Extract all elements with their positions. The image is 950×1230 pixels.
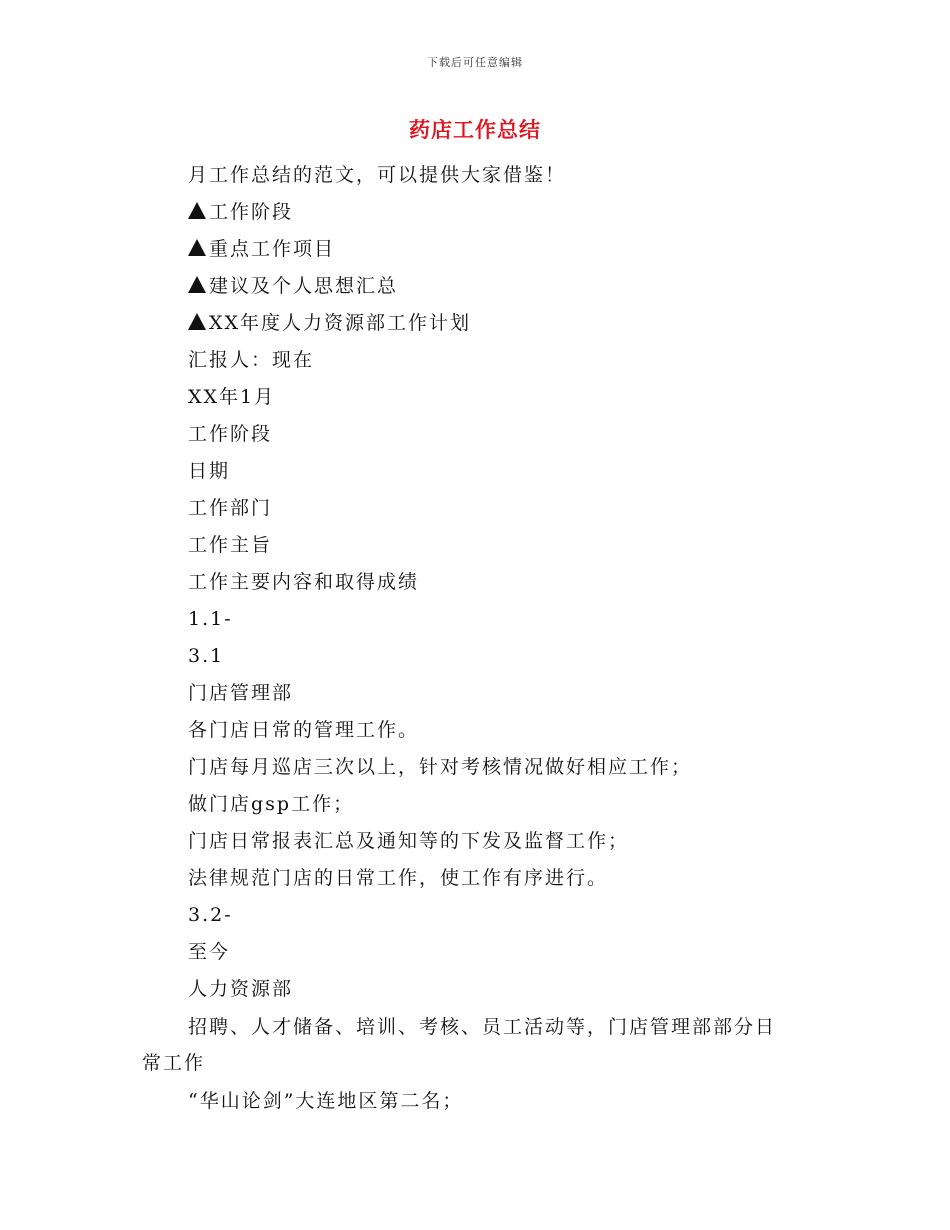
bullet-item [188, 199, 293, 225]
document-title: 药店工作总结 [409, 117, 541, 142]
body-line [188, 421, 272, 447]
line-text: 各门店日常的管理工作。 [188, 719, 420, 741]
body-line [188, 717, 419, 743]
bullet-item [188, 273, 398, 299]
line-text: 人力资源部 [188, 978, 294, 1000]
body-line [188, 384, 275, 410]
body-line [188, 495, 272, 521]
page-header-note: 下载后可任意编辑 [427, 56, 523, 69]
line-text: 工作阶段 [209, 201, 294, 223]
body-line [188, 976, 293, 1002]
body-line [188, 458, 230, 484]
line-text: 门店管理部 [188, 682, 294, 704]
body-line [188, 902, 233, 928]
line-text: 日期 [188, 460, 231, 482]
line-text: 重点工作项目 [209, 238, 336, 260]
body-line [188, 791, 354, 817]
line-text: 门店日常报表汇总及通知等的下发及监督工作； [188, 830, 630, 852]
triangle-bullet-icon [188, 239, 206, 256]
line-text: 至今 [188, 941, 231, 963]
line-text: 工作部门 [188, 497, 273, 519]
line-text: 法律规范门店的日常工作，使工作有序进行。 [188, 867, 609, 889]
line-text: 月工作总结的范文，可以提供大家借鉴！ [188, 164, 567, 186]
triangle-bullet-icon [188, 202, 206, 219]
body-line [188, 532, 272, 558]
line-text: 3.1 [188, 645, 225, 667]
line-text: 建议及个人思想汇总 [209, 275, 399, 297]
line-text: XX年度人力资源部工作计划 [209, 312, 472, 334]
body-line [188, 347, 314, 373]
bullet-item [188, 310, 471, 336]
body-line [188, 828, 629, 854]
line-text: 1.1- [188, 608, 233, 630]
triangle-bullet-icon [188, 276, 206, 293]
triangle-bullet-icon [188, 313, 206, 330]
line-text: 工作主旨 [188, 534, 273, 556]
paragraph-line: “华山论剑”大连地区第二名； [188, 1090, 464, 1112]
paragraph-continuation: 常工作 [142, 1052, 206, 1074]
paragraph-line: 招聘、人才储备、培训、考核、员工活动等，门店管理部部分日 [188, 1016, 777, 1038]
line-text: 工作主要内容和取得成绩 [188, 571, 420, 593]
line-text: 做门店gsp工作； [188, 793, 355, 815]
body-line [188, 569, 419, 595]
line-text: 3.2- [188, 904, 233, 926]
line-text: XX年1月 [188, 386, 276, 408]
body-line [188, 754, 692, 780]
line-text: 汇报人：现在 [188, 349, 315, 371]
body-line [188, 680, 293, 706]
body-line [188, 606, 233, 632]
body-line [188, 643, 224, 669]
body-line [188, 939, 230, 965]
line-text: 工作阶段 [188, 423, 273, 445]
body-line [188, 162, 566, 188]
body-line [188, 865, 608, 891]
bullet-item [188, 236, 335, 262]
line-text: 门店每月巡店三次以上，针对考核情况做好相应工作； [188, 756, 693, 778]
